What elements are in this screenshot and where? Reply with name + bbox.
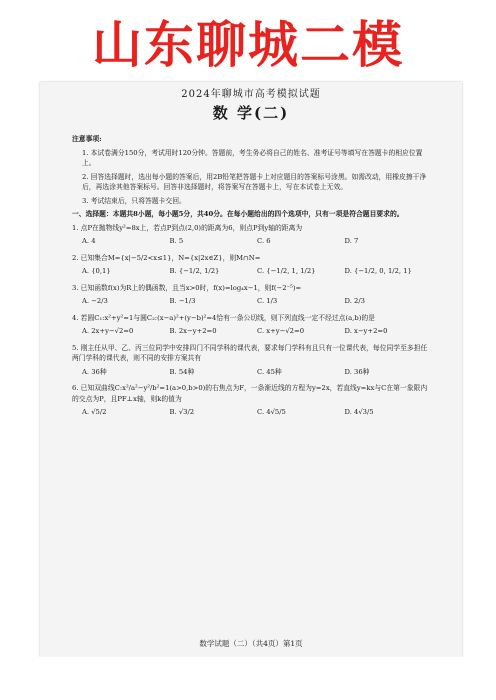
question-stem: 4. 若圆C₁:x²+y²=1与圆C₂:(x−a)²+(y−b)²=4恰有一条公切线，则下列直线一定不经过点(a,b)的是 — [72, 313, 375, 322]
option: C. 4√5/5 — [257, 408, 286, 416]
question-stem: 2. 已知集合M={x|−5/2<x≤1}，N={x|2x∈Z}，则M∩N= — [72, 253, 261, 262]
option: B. 5 — [169, 237, 184, 245]
exam-body — [72, 134, 432, 424]
question — [72, 383, 432, 418]
option: D. 7 — [344, 237, 359, 245]
bottom-margin — [0, 657, 496, 700]
option: B. 54种 — [169, 367, 195, 376]
question-stem: 6. 已知双曲线C:x²/a²−y²/b²=1(a>0,b>0)的右焦点为F，一条渐近线的方程为y=2x，若直线y=kx与C在第一象限内的交点为P，且PF⊥x轴，则k的值为 — [72, 384, 428, 403]
option: C. x+y−√2=0 — [257, 327, 305, 335]
question-options — [72, 367, 432, 378]
option: C. 1/3 — [257, 297, 278, 305]
page-footer: 数学试题（二）（共4页）第1页 — [199, 639, 303, 648]
question-options — [72, 296, 432, 307]
question-stem: 5. 刚主任从甲、乙、丙三位同学中安排四门不同学科的课代表，要求每门学科有且只有一位课代表，每位同学至多担任两门学科的课代表，则不同的安排方案共有 — [72, 343, 428, 362]
notice-item: 3. 考试结束后，只将答题卡交回。 — [82, 196, 186, 205]
exam-header: 2024年聊城市高考模拟试题 — [181, 89, 321, 100]
option: A. 36种 — [82, 367, 107, 376]
option: B. −1/3 — [169, 297, 196, 305]
banner-title: 山东聊城二模 — [92, 16, 404, 74]
title-banner — [0, 0, 496, 82]
option: A. √5/2 — [82, 408, 107, 416]
question-options — [72, 407, 432, 418]
question-options — [72, 236, 432, 247]
option: D. {−1/2, 0, 1/2, 1} — [344, 267, 412, 275]
notice-title: 注意事项: — [72, 135, 102, 143]
option: C. {−1/2, 1, 1/2} — [257, 267, 316, 275]
option: C. 45种 — [257, 367, 282, 376]
option: B. √3/2 — [169, 408, 195, 416]
option: A. 2x+y−√2=0 — [82, 327, 134, 335]
section-heading: 一、选择题：本题共8小题，每小题5分，共40分。在每小题给出的四个选项中，只有一项是符合题目要求的。 — [72, 210, 404, 218]
question — [72, 223, 432, 247]
question-stem: 1. 点P在抛物线y²=8x上，若点P到点(2,0)的距离为6，则点P到y轴的距离为 — [72, 223, 303, 232]
question — [72, 343, 432, 378]
option: D. 2/3 — [344, 297, 365, 305]
option: C. 6 — [257, 237, 271, 245]
exam-title: 数 学(二) — [212, 104, 290, 122]
option: B. {−1/2, 1/2} — [169, 267, 220, 275]
question-options — [72, 266, 432, 277]
option: A. {0,1} — [82, 267, 111, 275]
question — [72, 283, 432, 307]
question-options — [72, 326, 432, 337]
option: A. −2/3 — [82, 297, 108, 305]
question — [72, 313, 432, 337]
question-stem: 3. 已知函数f(x)为R上的偶函数，且当x>0时，f(x)=log₄x−1，则f(−2⁻⁵)= — [72, 283, 302, 292]
exam-paper — [40, 82, 462, 657]
option: D. 36种 — [344, 367, 370, 376]
option: B. 2x−y+2=0 — [169, 327, 217, 335]
question — [72, 253, 432, 277]
option: A. 4 — [82, 237, 96, 245]
notice-item: 2. 回答选择题时，选出每小题的答案后，用2B铅笔把答题卡上对应题目的答案标号涂黑。如需改动，用橡皮擦干净后，再选涂其他答案标号。回答非选择题时，将答案写在答题卡上，写在本试卷上无效。 — [82, 172, 427, 191]
option: D. 4√3/5 — [344, 408, 374, 416]
option: D. x−y+2=0 — [344, 327, 388, 335]
notice-item: 1. 本试卷满分150分，考试用时120分钟。答题前，考生务必将自己的姓名、准考证号等填写在答题卡的相应位置上。 — [82, 148, 423, 167]
